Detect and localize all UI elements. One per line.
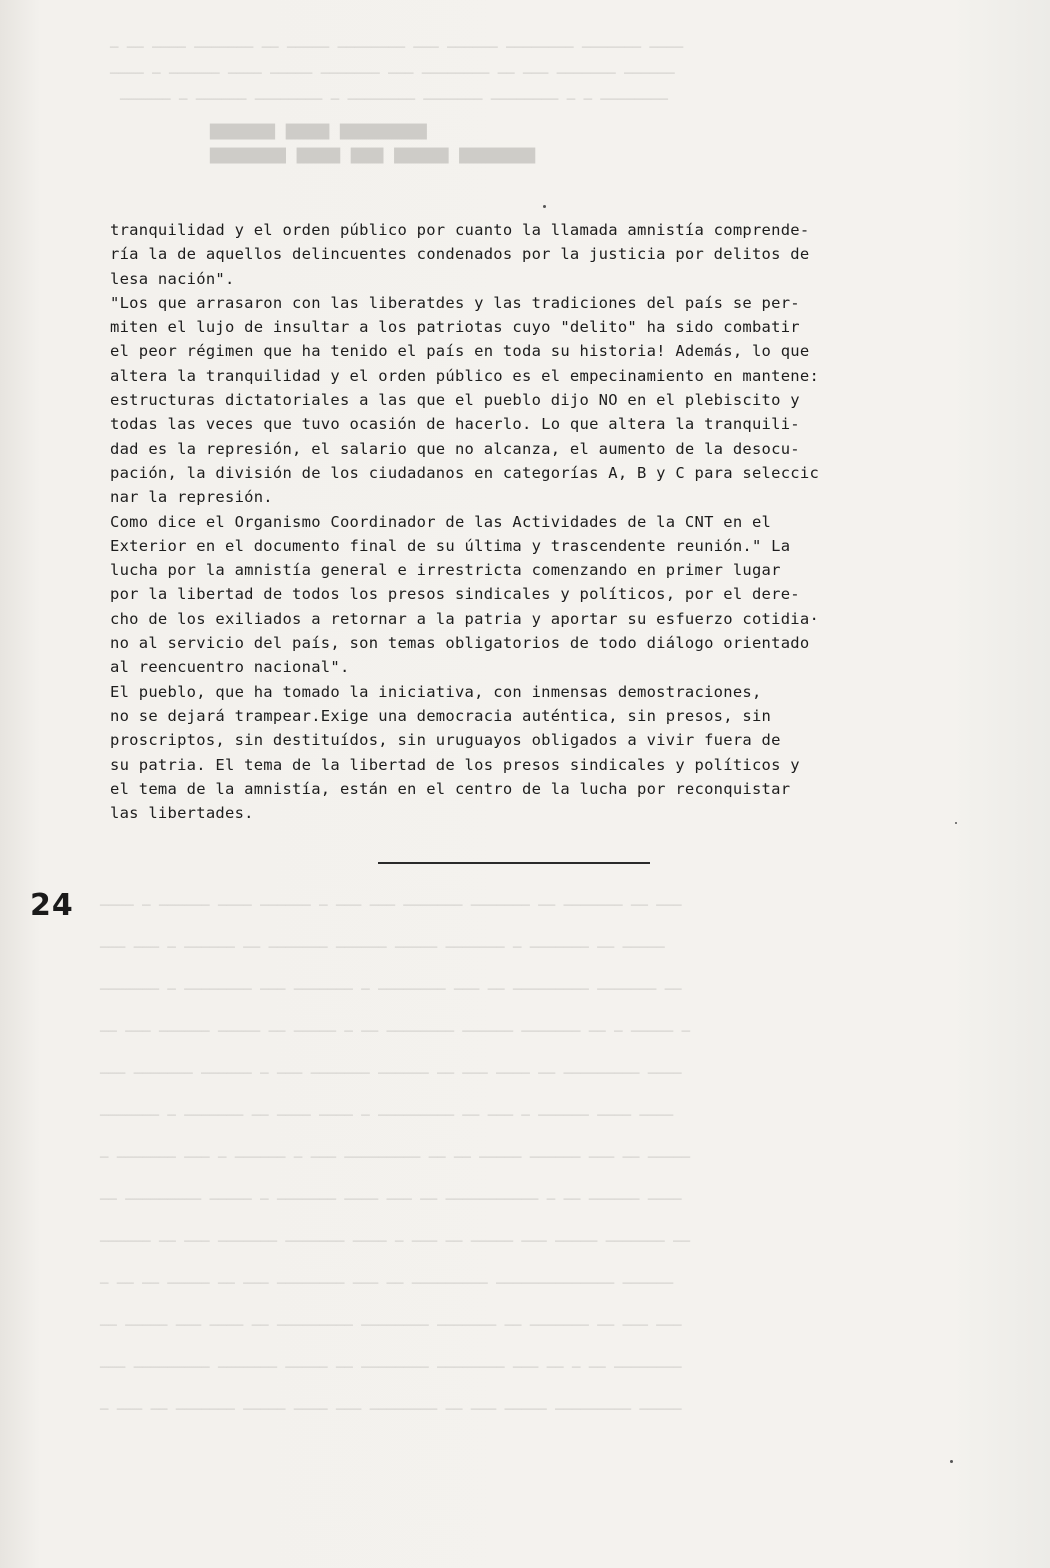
show-through-text: ─ ─── ── ─────── ───── ──── ─── ──────── ── ─── ───── ───────── ─────	[100, 1402, 682, 1418]
show-through-text: ── ───── ─── ──── ── ───────── ──────── ─────── ── ─────── ── ─── ───	[100, 1318, 682, 1334]
text-line: Como dice el Organismo Coordinador de las Actividades de la CNT en el	[110, 512, 772, 531]
show-through-text: ────── ── ─── ─────── ─────── ──── ─ ─── ── ───── ─── ───── ─────── ──	[100, 1234, 691, 1250]
text-line: lesa nación".	[110, 269, 235, 288]
text-line: Exterior en el documento final de su última y trascendente reunión." La	[110, 536, 791, 555]
text-line: no al servicio del país, son temas obligatorios de todo diálogo orientado	[110, 634, 810, 653]
body-text	[110, 218, 990, 825]
text-line: altera la tranquilidad y el orden público es el empecinamiento en mantene:	[110, 366, 820, 385]
show-through-text: ──── ─ ────── ──── ───── ─────── ─── ──────── ── ─── ─────── ──────	[110, 66, 675, 82]
text-line: pación, la división de los ciudadanos en categorías A, B y C para seleccic	[110, 463, 820, 482]
text-line: "Los que arrasaron con las liberatdes y las tradiciones del país se per-	[110, 293, 800, 312]
text-line: al reencuentro nacional".	[110, 658, 350, 677]
text-line: tranquilidad y el orden público por cuanto la llamada amnistía comprende-	[110, 221, 810, 239]
show-through-text: ──── ─ ────── ──── ────── ─ ─── ─── ─────── ─────── ── ─────── ── ───	[100, 898, 682, 914]
show-through-text: ─── ───────── ─────── ───── ── ──────── ──────── ─── ── ─ ── ────────	[100, 1360, 682, 1376]
text-line: todas las veces que tuvo ocasión de hacerlo. Lo que altera la tranquili-	[110, 415, 800, 434]
text-line: dad es la represión, el salario que no alcanza, el aumento de la desocu-	[110, 439, 800, 458]
text-line: estructuras dictatoriales a las que el pueblo dijo NO en el plebiscito y	[110, 391, 800, 410]
text-line: El pueblo, que ha tomado la iniciativa, con inmensas demostraciones,	[110, 682, 762, 701]
text-line: cho de los exiliados a retornar a la patria y aportar su esfuerzo cotidia·	[110, 609, 820, 628]
page-number: 24	[30, 888, 74, 923]
text-line: miten el lujo de insultar a los patriotas cuyo "delito" ha sido combatir	[110, 318, 800, 337]
show-through-text: ─ ── ── ───── ── ─── ──────── ─── ── ───────── ────────────── ──────	[100, 1276, 674, 1292]
text-line: el tema de la amnistía, están en el centro de la lucha por reconquistar	[110, 779, 791, 798]
show-through-text: ─── ─────── ────── ─ ─── ─────── ────── ── ─── ──── ── ───────── ────	[100, 1066, 682, 1082]
text-line: no se dejará trampear.Exige una democracia auténtica, sin presos, sin	[110, 706, 772, 725]
show-through-text: ─── ─── ─ ────── ── ─────── ────── ───── ─────── ─ ─────── ── ─────	[100, 940, 665, 956]
show-through-text: ─ ── ──── ─────── ── ───── ──────── ─── ────── ──────── ─────── ────	[110, 40, 684, 56]
text-line: ría la de aquellos delincuentes condenados por la justicia por delitos de	[110, 245, 810, 264]
text-line: las libertades.	[110, 804, 254, 823]
text-line: el peor régimen que ha tenido el país en toda su historia! Además, lo que	[110, 342, 810, 361]
show-through-text: ─────── ─ ──────── ─── ─────── ─ ──────── ─── ── ───────── ─────── ──	[100, 982, 682, 998]
show-through-heading: ▆▆▆▆▆▆ ▆▆▆▆ ▆▆▆▆▆▆▆▆ ▆▆▆▆▆▆▆ ▆▆▆▆ ▆▆▆ ▆▆▆▆▆ ▆▆▆▆▆▆▆	[210, 119, 536, 164]
section-divider	[378, 862, 650, 864]
show-through-text: ── ───────── ───── ─ ─────── ──── ─── ── ─────────── ─ ── ────── ────	[100, 1192, 682, 1208]
show-through-text: ─ ─────── ─── ─ ────── ─ ─── ───────── ── ── ───── ────── ─── ── ─────	[100, 1150, 691, 1166]
paper-speck	[950, 1460, 953, 1463]
paper-speck	[543, 205, 546, 208]
text-line: su patria. El tema de la libertad de los presos sindicales y políticos y	[110, 755, 800, 774]
text-line: proscriptos, sin destituídos, sin uruguayos obligados a vivir fuera de	[110, 731, 781, 750]
show-through-text: ── ─── ────── ───── ── ───── ─ ── ──────── ────── ─────── ── ─ ───── ─	[100, 1024, 691, 1040]
text-line: nar la represión.	[110, 488, 273, 507]
text-line: lucha por la amnistía general e irrestricta comenzando en primer lugar	[110, 561, 781, 580]
show-through-text: ─────── ─ ─────── ── ──── ──── ─ ───────── ── ─── ─ ────── ──── ────	[100, 1108, 674, 1124]
show-through-text: ────── ─ ────── ──────── ─ ──────── ─────── ──────── ─ ─ ────────	[120, 92, 668, 108]
text-line: por la libertad de todos los presos sindicales y políticos, por el dere-	[110, 585, 800, 604]
